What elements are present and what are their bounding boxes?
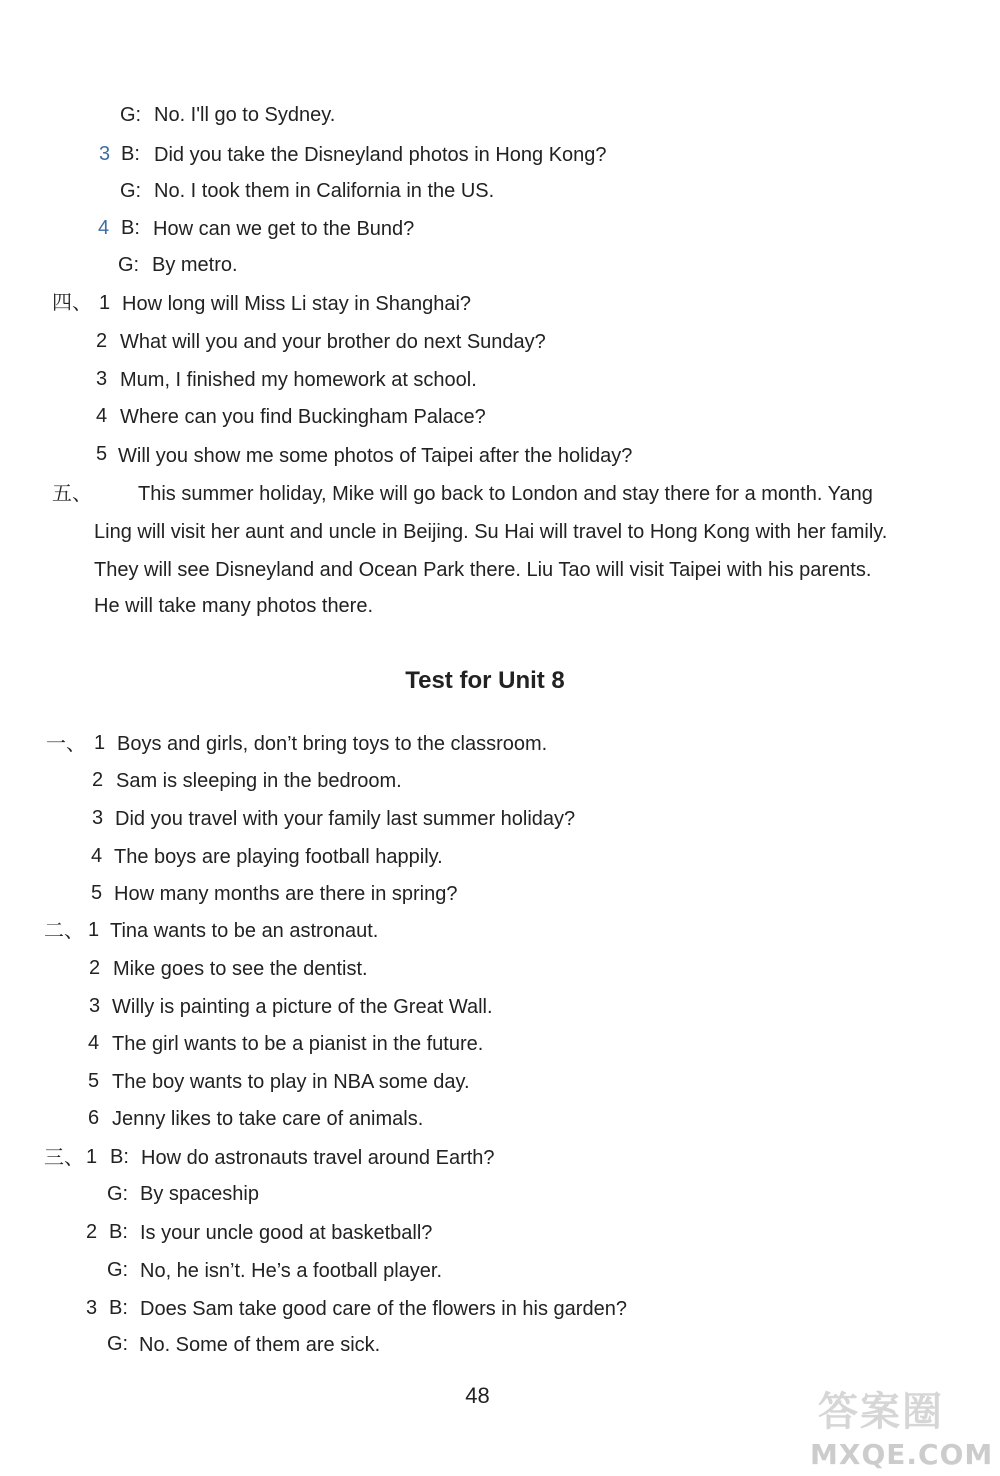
dialogue-line: Did you take the Disneyland photos in Hong Kong? [154,144,607,166]
list-item: The boys are playing football happily. [114,846,443,868]
section-label: 一、 [46,731,86,755]
section-label: 五、 [52,481,92,505]
dialogue-line: By metro. [152,254,238,276]
list-item: The girl wants to be a pianist in the future. [112,1033,484,1055]
speaker-label: B: [121,143,140,165]
watermark-url: MXQE.COM [810,1438,994,1471]
list-item: Will you show me some photos of Taipei after the holiday? [118,445,633,467]
list-item: Willy is painting a picture of the Great Wall. [112,996,493,1018]
item-number: 5 [88,1070,100,1092]
list-item: Mike goes to see the dentist. [113,958,368,980]
speaker-label: G: [118,254,140,276]
speaker-label: G: [120,180,142,202]
speaker-label: G: [120,104,142,126]
speaker-label: B: [109,1297,128,1319]
item-number: 4 [96,405,108,427]
speaker-label: G: [107,1259,129,1281]
list-item: Did you travel with your family last summer holiday? [115,808,576,830]
section-label: 二、 [44,918,84,942]
watermark-text: 答案圈 [818,1389,944,1435]
list-item: How many months are there in spring? [114,883,458,905]
item-number: 3 [86,1297,98,1319]
paragraph-line: They will see Disneyland and Ocean Park there. Liu Tao will visit Taipei with his parents. [94,559,872,581]
speaker-label: B: [110,1146,129,1168]
watermark-logo [808,1380,998,1474]
item-number: 6 [88,1107,100,1129]
item-number: 5 [96,443,108,465]
dialogue-line: No, he isn’t. He’s a football player. [140,1260,443,1282]
list-item: Tina wants to be an astronaut. [110,920,379,942]
list-item: Boys and girls, don’t bring toys to the classroom. [117,733,548,755]
dialogue-line: No. I took them in California in the US. [154,180,495,202]
item-number: 1 [86,1146,98,1168]
section-label: 三、 [44,1145,84,1169]
speaker-label: G: [107,1333,129,1355]
dialogue-line: Does Sam take good care of the flowers in his garden? [140,1298,627,1320]
section-label: 四、 [52,290,92,314]
dialogue-line: Is your uncle good at basketball? [140,1222,433,1244]
list-item: What will you and your brother do next Sunday? [120,331,546,353]
test-title: Test for Unit 8 [405,667,565,694]
list-item: Jenny likes to take care of animals. [112,1108,424,1130]
item-number: 4 [91,845,103,867]
list-item: The boy wants to play in NBA some day. [112,1071,470,1093]
paragraph-line: This summer holiday, Mike will go back to London and stay there for a month. Yang [138,483,873,505]
page-number: 48 [465,1383,490,1408]
item-number: 1 [94,732,106,754]
item-number: 2 [89,957,101,979]
list-item: Mum, I finished my homework at school. [120,369,477,391]
item-number: 4 [88,1032,100,1054]
item-number: 2 [92,769,104,791]
speaker-label: B: [121,217,140,239]
dialogue-line: By spaceship [140,1183,259,1205]
item-number: 3 [89,995,101,1017]
list-item: How long will Miss Li stay in Shanghai? [122,293,472,315]
dialogue-line: No. I'll go to Sydney. [154,104,336,126]
item-number: 2 [86,1221,98,1243]
item-number: 2 [96,330,108,352]
item-number: 3 [92,807,104,829]
list-item: Where can you find Buckingham Palace? [120,406,486,428]
list-item: Sam is sleeping in the bedroom. [116,770,402,792]
item-number: 1 [88,919,100,941]
item-number: 4 [98,217,110,239]
item-number: 3 [96,368,108,390]
paragraph-line: Ling will visit her aunt and uncle in Beijing. Su Hai will travel to Hong Kong with her family. [94,521,888,543]
speaker-label: G: [107,1183,129,1205]
dialogue-line: How can we get to the Bund? [153,218,415,240]
dialogue-line: How do astronauts travel around Earth? [141,1147,495,1169]
paragraph-line: He will take many photos there. [94,595,374,617]
item-number: 3 [99,143,111,165]
item-number: 5 [91,882,103,904]
dialogue-line: No. Some of them are sick. [139,1334,381,1356]
item-number: 1 [99,292,111,314]
speaker-label: B: [109,1221,128,1243]
